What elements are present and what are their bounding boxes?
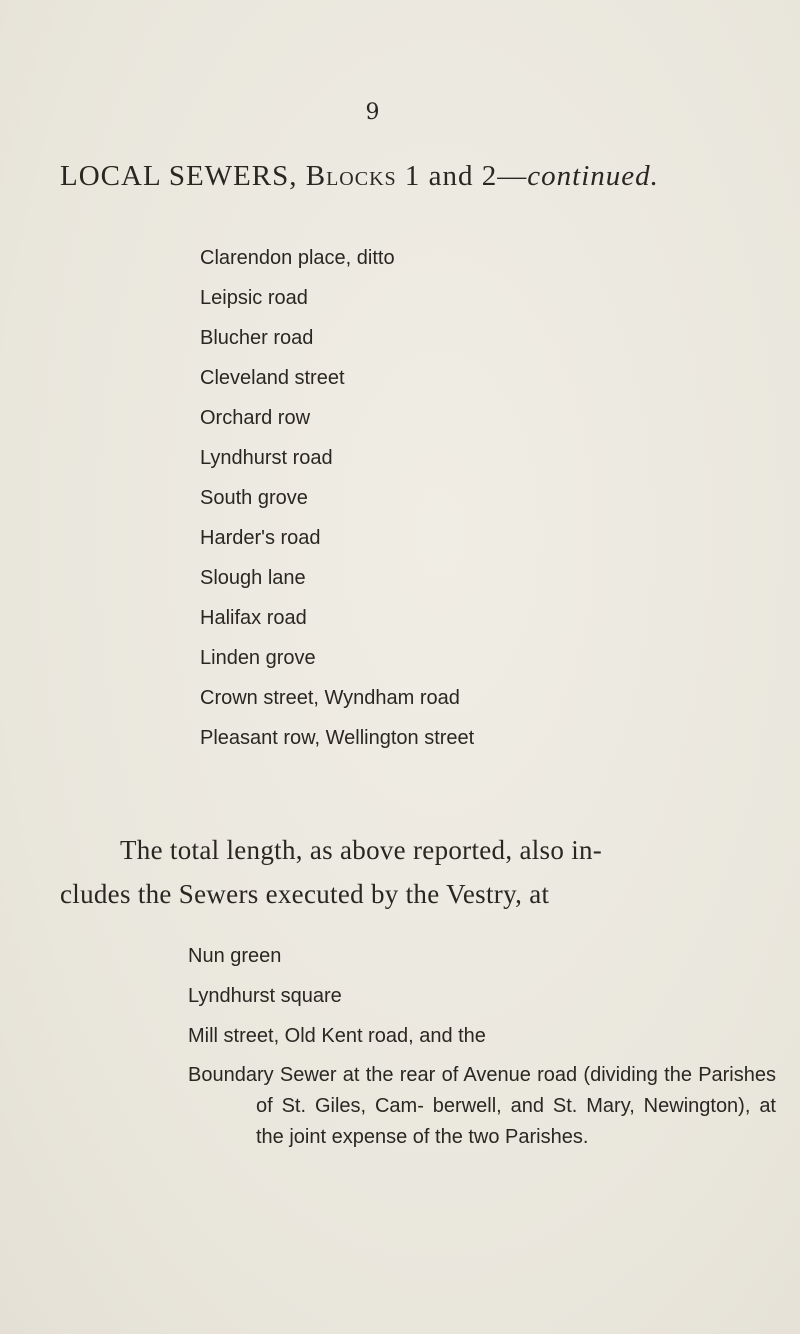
list-item: Lyndhurst square xyxy=(188,985,342,1007)
list-item: Cleveland street xyxy=(200,367,345,389)
list-item: Slough lane xyxy=(200,567,306,589)
list-item: Lyndhurst road xyxy=(200,447,333,469)
heading-rest: 1 and 2— xyxy=(404,160,528,192)
paragraph-line-2: cludes the Sewers executed by the Vestry, at xyxy=(60,879,550,909)
body-paragraph xyxy=(60,828,720,916)
heading-main: LOCAL SEWERS, xyxy=(60,160,298,192)
list-item: Nun green xyxy=(188,945,282,967)
list-item: Clarendon place, ditto xyxy=(200,247,395,269)
list-item: Linden grove xyxy=(200,647,316,669)
list-item: South grove xyxy=(200,487,308,509)
heading-continued: continued. xyxy=(527,160,659,192)
list-item: Blucher road xyxy=(200,327,314,349)
vestry-sewer-list xyxy=(188,944,776,1153)
list-item: Boundary Sewer at the rear of Avenue road (dividing the Parishes of St. Giles, Cam- berwell, and St. Mary, Newington), at the joint expense of the two Parishes. xyxy=(188,1064,776,1148)
list-item: Halifax road xyxy=(200,607,307,629)
list-item: Leipsic road xyxy=(200,287,308,309)
page-number: 9 xyxy=(365,100,380,125)
list-item: Crown street, Wyndham road xyxy=(200,687,460,709)
section-heading xyxy=(60,160,760,193)
list-item: Orchard row xyxy=(200,407,311,429)
paragraph-line-1: The total length, as above reported, also in- xyxy=(120,835,603,865)
list-item: Mill street, Old Kent road, and the xyxy=(188,1025,486,1047)
list-item: Pleasant row, Wellington street xyxy=(200,727,475,749)
list-item: Harder's road xyxy=(200,527,321,549)
heading-blocks: Blocks xyxy=(305,160,397,192)
sewer-list-blocks xyxy=(200,246,474,766)
